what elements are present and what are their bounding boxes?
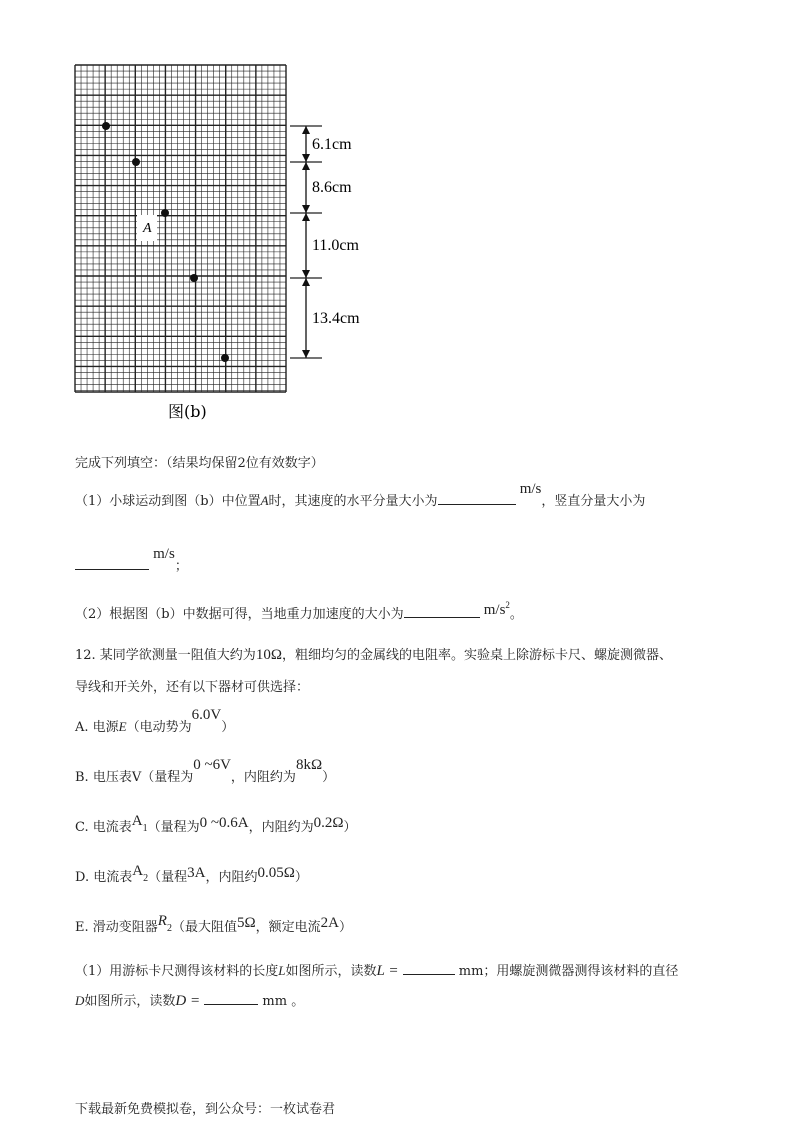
- figure-caption: 图(b): [168, 402, 207, 421]
- bracket-arrow: [302, 350, 310, 358]
- bracket-arrow: [302, 162, 310, 170]
- optE-sub: 2: [166, 923, 172, 934]
- q12-stem-line2: 导线和开关外，还有以下器材可供选择：: [75, 680, 310, 695]
- answer-blank-gravity[interactable]: [404, 605, 480, 618]
- optC-sym: [131, 813, 148, 834]
- q12-stem-line1: [75, 644, 672, 664]
- q12-p1-mm1: mm；用螺旋测微器测得该材料的直径: [458, 964, 679, 979]
- q12-option-a: [75, 707, 235, 736]
- footer-note: 下载最新免费模拟卷，到公众号：一枚试卷君: [75, 1102, 336, 1117]
- q12-option-e: [75, 913, 352, 936]
- q12-part1-line2: [75, 990, 304, 1010]
- optE-b: （最大阻值: [171, 920, 237, 935]
- optC-sub: 1: [142, 823, 148, 834]
- q11-intro: 完成下列填空：（结果均保留2位有效数字）: [75, 456, 324, 471]
- unit-ms2-exp: 2: [505, 600, 510, 610]
- q12-stem-b: ，粗细均匀的金属线的电阻率。实验桌上除游标卡尺、螺旋测微器、: [281, 648, 672, 663]
- optB-c: ）: [322, 770, 336, 785]
- unit-ms-1: m/s: [519, 481, 542, 497]
- measurement-2-label: 8.6cm: [312, 179, 352, 196]
- optC-c: ，内阻约为: [248, 820, 314, 835]
- optE-c: ，额定电流: [255, 920, 321, 935]
- q11-p1-text-c: ，竖直分量大小为: [541, 494, 646, 509]
- q12-p1-a: （1）用游标卡尺测得该材料的长度: [75, 964, 279, 979]
- optA-c: ）: [221, 720, 235, 735]
- bracket-arrow: [302, 213, 310, 221]
- q12-p1-b: 如图所示，读数: [285, 964, 377, 979]
- trajectory-point-3: [161, 209, 169, 217]
- optE-a: E. 滑动变阻器: [75, 920, 158, 935]
- answer-blank-length[interactable]: [403, 962, 455, 975]
- optA-var: E: [118, 719, 127, 734]
- bracket-arrow: [302, 154, 310, 162]
- trajectory-point-5: [221, 354, 229, 362]
- q12-p1-D: D: [75, 993, 85, 1008]
- bracket-arrow: [302, 126, 310, 134]
- bracket-arrow: [302, 205, 310, 213]
- q12-p1-Deq: D =: [175, 993, 201, 1009]
- optD-b: （量程: [148, 870, 188, 885]
- q12-option-d: [75, 863, 308, 886]
- q11-p1-end: ；: [174, 559, 188, 574]
- q11-p1-var: A: [260, 493, 269, 508]
- optA-b: （电动势为: [126, 720, 192, 735]
- q12-p1-mm2: mm 。: [262, 994, 305, 1009]
- trajectory-point-1: [102, 122, 110, 130]
- optA-val: 6.0V: [191, 707, 222, 723]
- q11-p1-text-b: 时，其速度的水平分量大小为: [268, 494, 438, 509]
- optE-d: ）: [338, 920, 352, 935]
- optC-sym-letter: A: [131, 813, 143, 829]
- optA-a: A. 电源: [75, 720, 119, 735]
- optD-sub: 2: [143, 873, 149, 884]
- q11-part1-line2: [75, 546, 188, 575]
- optE-r: 5Ω: [236, 915, 256, 931]
- bracket-arrow: [302, 270, 310, 278]
- q12-p1-c: 如图所示，读数: [84, 994, 176, 1009]
- trajectory-point-4: [190, 274, 198, 282]
- bracket-arrow: [302, 278, 310, 286]
- trajectory-point-2: [132, 158, 140, 166]
- unit-ms2: [484, 602, 510, 618]
- optE-sym: [157, 913, 172, 934]
- optE-sym-letter: R: [157, 913, 167, 929]
- optB-a: B. 电压表V（量程为: [75, 770, 194, 785]
- optE-i: 2A: [320, 915, 339, 931]
- q12-p1-L: L: [278, 963, 286, 978]
- q12-p1-Leq: L =: [376, 963, 399, 979]
- answer-blank-diameter[interactable]: [204, 992, 258, 1005]
- q11-part1-line1: [75, 481, 646, 510]
- optC-a: C. 电流表: [75, 820, 132, 835]
- optD-c: ，内阻约: [205, 870, 258, 885]
- answer-blank-horizontal-speed[interactable]: [438, 492, 516, 505]
- optC-range: 0 ~0.6A: [199, 815, 249, 831]
- optD-sym-letter: A: [132, 863, 144, 879]
- q11-p1-text-a: （1）小球运动到图（b）中位置: [75, 494, 261, 509]
- q12-option-b: [75, 757, 336, 786]
- trajectory-figure: [60, 55, 380, 425]
- unit-ms-2: m/s: [153, 546, 175, 562]
- optC-d: ）: [343, 820, 357, 835]
- q12-option-c: [75, 813, 357, 836]
- measurement-3-label: 11.0cm: [312, 237, 359, 254]
- answer-blank-vertical-speed[interactable]: [75, 557, 149, 570]
- measurement-1-label: 6.1cm: [312, 136, 352, 153]
- optC-r: 0.2Ω: [313, 815, 344, 831]
- optD-r: 0.05Ω: [257, 865, 295, 881]
- measurement-4-label: 13.4cm: [312, 310, 360, 327]
- point-a-label: A: [143, 221, 152, 236]
- optD-d: ）: [294, 870, 308, 885]
- optC-b: （量程为: [147, 820, 200, 835]
- q11-p2-text: （2）根据图（b）中数据可得，当地重力加速度的大小为: [75, 607, 404, 622]
- optD-sym: [132, 863, 149, 884]
- unit-ms2-base: m/s: [483, 602, 506, 618]
- optB-range: 0 ~6V: [193, 757, 231, 773]
- optD-a: D. 电流表: [75, 870, 133, 885]
- optD-range: 3A: [187, 865, 206, 881]
- optB-r: 8kΩ: [295, 757, 323, 773]
- q11-p2-end: 。: [509, 607, 523, 622]
- q11-part2: [75, 600, 523, 623]
- q12-stem-a: 12. 某同学欲测量一阻值大约为: [75, 648, 256, 663]
- optB-b: ，内阻约为: [230, 770, 296, 785]
- q12-stem-val: 10Ω: [255, 647, 282, 663]
- grid-paper: [75, 65, 286, 392]
- q12-part1-line1: [75, 960, 678, 980]
